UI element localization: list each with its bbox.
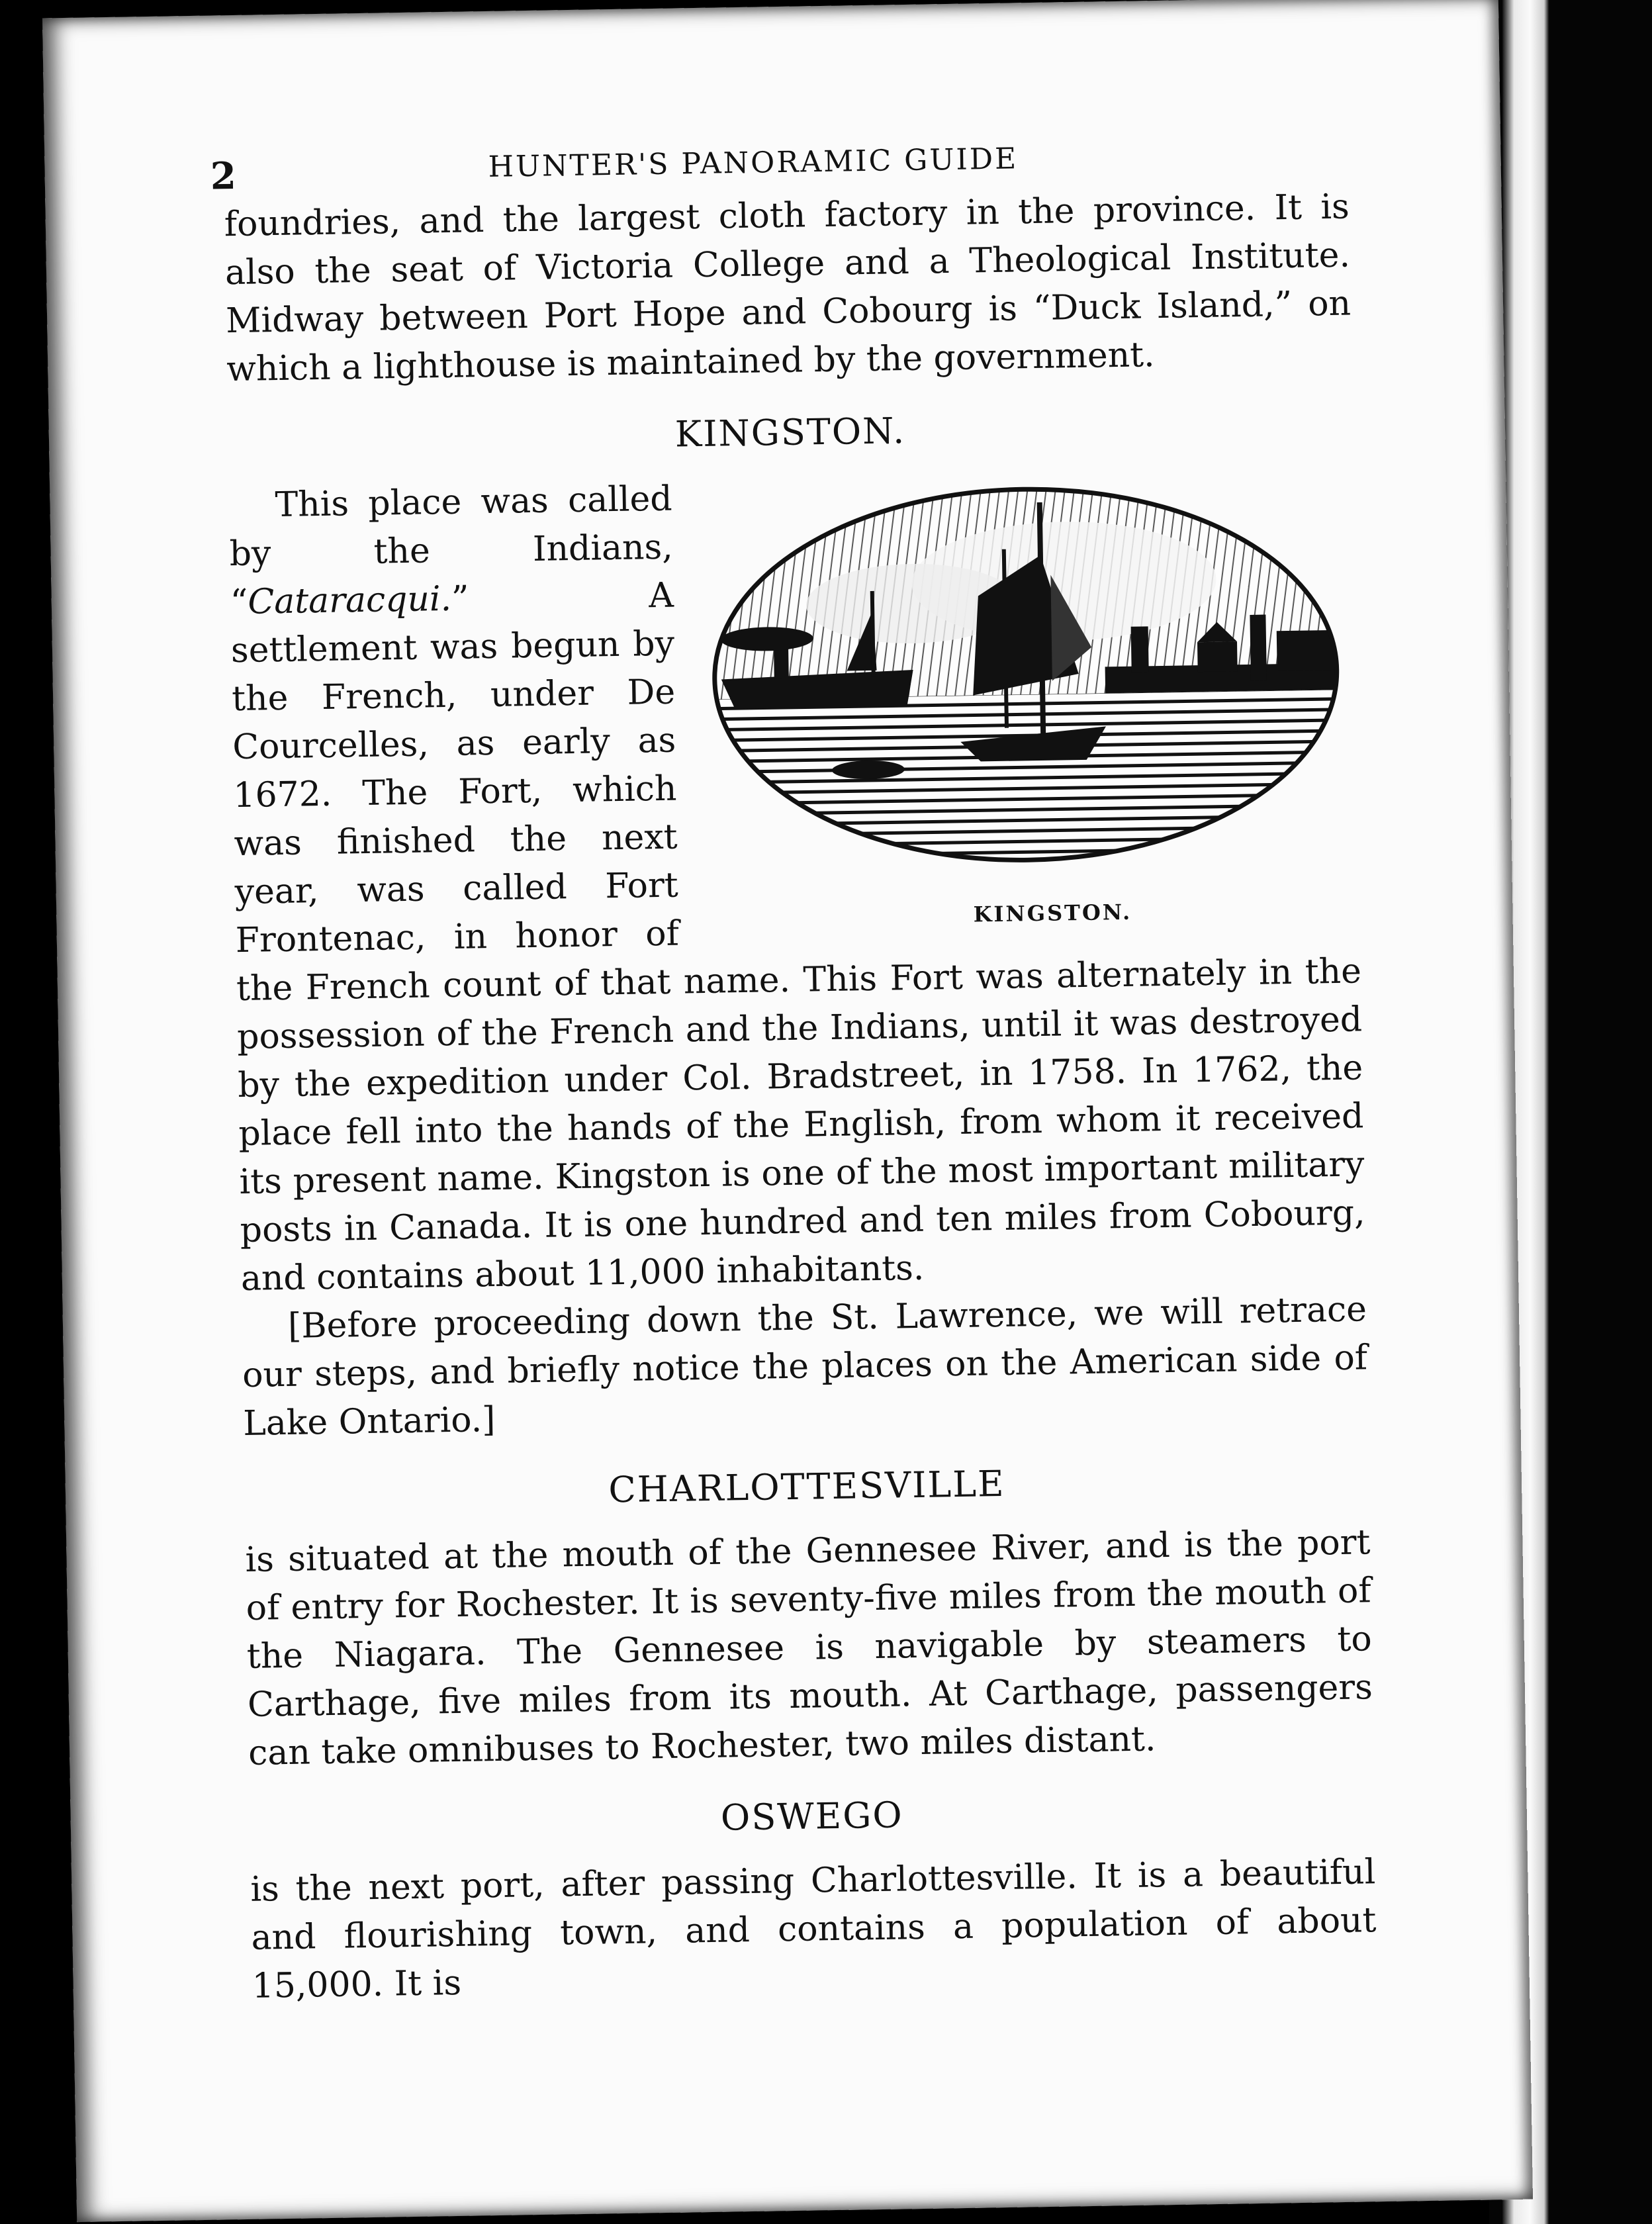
kingston-text-rest: ” A settlement was begun by the French, under De Courcelles, as early as 1672. The Fort, which was finished the next year, was called Fort Frontenac, in honor of the French count of that name. This Fort was alternately in the possession of the French and the Indians, until it was destroyed by the expedition under Col. Bradstreet, in 1758. In 1762, the place fell into the hands of the English, from whom it received its present name. Kingston is one of the most important military posts in Canada. It is one hundred and ten miles from Cobourg, and contains about 11,000 inhabitants. xyxy=(230,575,1366,1299)
oswego-heading: OSWEGO xyxy=(720,1794,904,1839)
kingston-text-start: This place was called by the Indians, “ xyxy=(229,479,674,623)
charlottesville-paragraph: is situated at the mouth of the Gennesee River, and is the port of entry for Rochester. It is seventy-five miles from the mouth of the Niagara. The Gennesee is navigable by steamers to Carthage, five miles from its mouth. At Carthage, passengers can take omnibuses to Rochester, two miles distant. xyxy=(245,1522,1373,1773)
kingston-indian-name: Cataracqui. xyxy=(248,579,452,622)
harbor-engraving xyxy=(692,471,1360,892)
intro-paragraph: foundries, and the largest cloth factory in the province. It is also the seat of Victoria College and a Theological Institute. Midway between Port Hope and Cobourg is “Duck Island,” on which a lighthouse is maintained by the government. xyxy=(224,187,1352,390)
book-page xyxy=(42,0,1533,2222)
kingston-illustration xyxy=(692,471,1361,945)
running-title: HUNTER'S PANORAMIC GUIDE xyxy=(488,142,1019,184)
illustration-caption: KINGSTON. xyxy=(973,899,1132,927)
oswego-paragraph: is the next port, after passing Charlottesville. It is a beautiful and flourishing town, and contains a population of about 15,000. It is xyxy=(250,1852,1377,2006)
page-number: 2 xyxy=(210,154,237,199)
page-content xyxy=(210,124,1377,2011)
charlottesville-heading: CHARLOTTESVILLE xyxy=(608,1462,1005,1511)
kingston-paragraph xyxy=(228,464,1366,1303)
bracket-note: [Before proceeding down the St. Lawrence, we will retrace our steps, and briefly notice the places on the American side of Lake Ontario.] xyxy=(242,1289,1368,1444)
kingston-heading: KINGSTON. xyxy=(674,410,906,455)
